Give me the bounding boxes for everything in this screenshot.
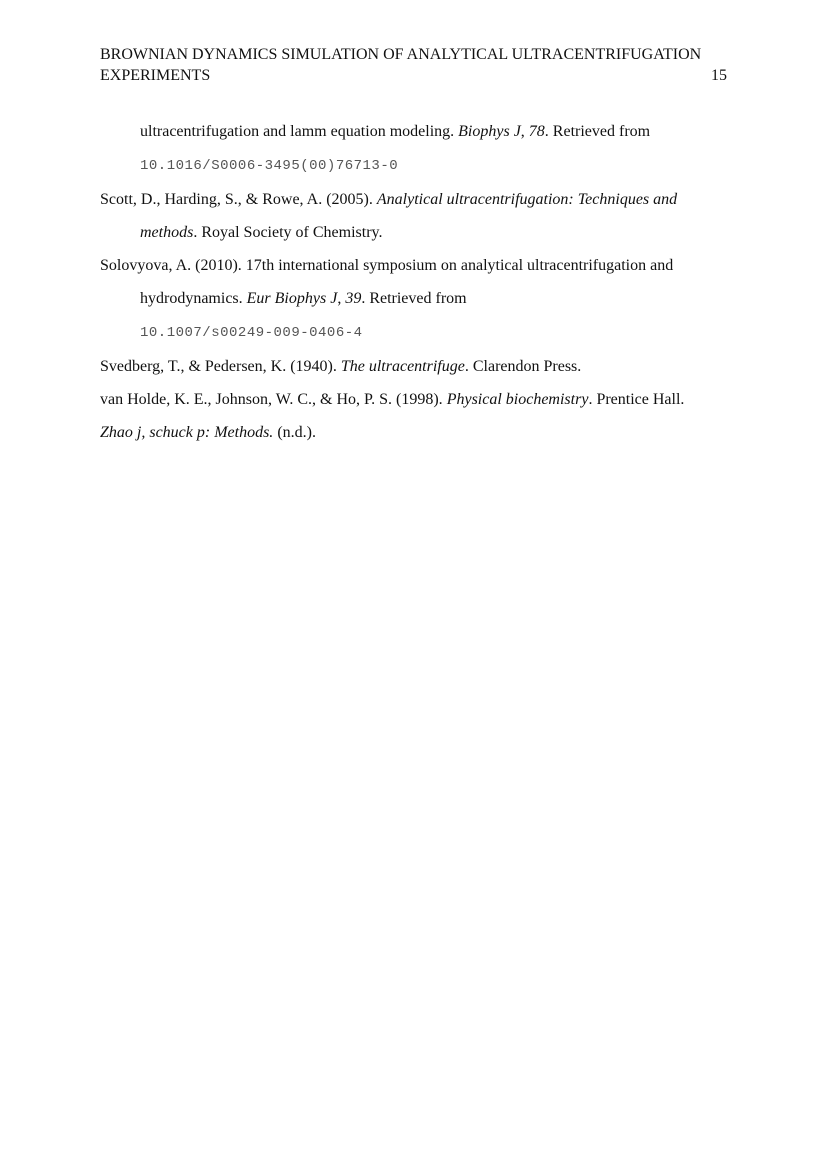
reference-svedberg: Svedberg, T., & Pedersen, K. (1940). The ultracentrifuge. Clarendon Press. xyxy=(100,358,582,375)
book-title: Analytical ultracentrifugation: Techniques and methods xyxy=(140,191,678,241)
journal-volume: 78 xyxy=(528,123,545,140)
running-title-line2: EXPERIMENTS xyxy=(100,67,211,84)
reference-zhao: Zhao j, schuck p: Methods. (n.d.). xyxy=(100,424,316,441)
page-number: 15 xyxy=(711,67,727,84)
doi-link[interactable]: 10.1016/S0006-3495(00)76713-0 xyxy=(140,158,399,174)
reference-continuation: ultracentrifugation and lamm equation modeling. Biophys J, 78. Retrieved from 10.1016/S0006-3495(00)76713-0 xyxy=(140,123,651,174)
book-title: The ultracentrifuge xyxy=(340,358,465,375)
running-head-row xyxy=(100,65,727,86)
running-title-line1: BROWNIAN DYNAMICS SIMULATION OF ANALYTICAL ULTRACENTRIFUGATION xyxy=(100,46,702,63)
journal-name: Eur Biophys J xyxy=(246,290,338,307)
reference-solovyova: Solovyova, A. (2010). 17th international symposium on analytical ultracentrifugation and hydrodynamics. Eur Biophys J, 39. Retrieved from 10.1007/s00249-009-0406-4 xyxy=(100,257,674,341)
reference-scott: Scott, D., Harding, S., & Rowe, A. (2005). Analytical ultracentrifugation: Techniques and methods. Royal Society of Chemistry. xyxy=(100,191,678,241)
book-title: Physical biochemistry xyxy=(446,391,589,408)
journal-name: Biophys J xyxy=(458,123,521,140)
reference-van-holde: van Holde, K. E., Johnson, W. C., & Ho, P. S. (1998). Physical biochemistry. Prentice Hall. xyxy=(100,391,685,408)
reference-list xyxy=(100,115,727,449)
running-head xyxy=(100,44,727,86)
journal-volume: 39 xyxy=(345,290,362,307)
doi-link[interactable]: 10.1007/s00249-009-0406-4 xyxy=(140,325,363,341)
reference-title: Zhao j, schuck p: Methods. xyxy=(100,424,274,441)
